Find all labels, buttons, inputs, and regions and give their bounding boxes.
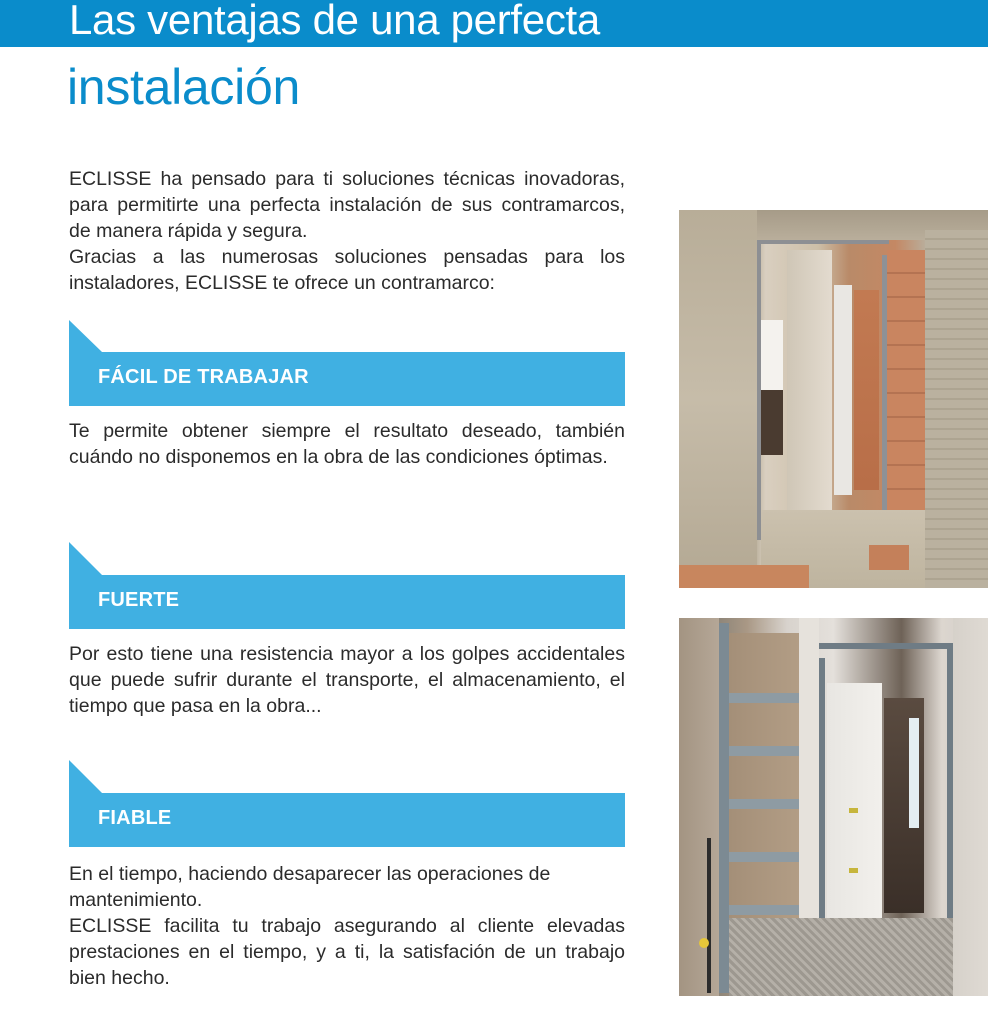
section-text-fiable: [69, 861, 625, 991]
section-text-facil: [69, 418, 625, 470]
banner-shape: [69, 542, 625, 629]
section-paragraph: Te permite obtener siempre el resultato deseado, también cuándo no disponemos en la obra de las condiciones óptimas.: [69, 420, 625, 468]
banner-shape: [69, 320, 625, 406]
section-paragraph: Por esto tiene una resistencia mayor a los golpes accidentales que puede sufrir durante el transporte, el almacenamiento, el tiempo que pasa en la obra...: [69, 643, 625, 717]
intro-text: [69, 166, 625, 296]
section-heading: FÁCIL DE TRABAJAR: [98, 366, 309, 388]
page-title-line1: Las ventajas de una perfecta: [69, 0, 600, 43]
section-heading: FUERTE: [98, 589, 180, 611]
banner-shape: [69, 760, 625, 847]
intro-paragraph-1: ECLISSE ha pensado para ti soluciones técnicas inovadoras, para permitirte una perfecta instalación de sus contramarcos, de manera rápida y segura.: [69, 168, 625, 242]
photo-construction-door-frame: [679, 210, 988, 588]
section-banner-fuerte: [69, 542, 625, 629]
page-title-line2: instalación: [67, 59, 300, 115]
section-banner-fiable: [69, 760, 625, 847]
intro-paragraph-2: Gracias a las numerosas soluciones pensadas para los instaladores, ECLISSE te ofrece un contramarco:: [69, 246, 625, 294]
section-paragraph: ECLISSE facilita tu trabajo asegurando al cliente elevadas prestaciones en el tiempo, y a ti, la satisfación de un trabajo bien hecho.: [69, 915, 625, 989]
section-banner-facil: [69, 320, 625, 406]
section-paragraph: En el tiempo, haciendo desaparecer las operaciones de mantenimiento.: [69, 863, 551, 911]
section-text-fuerte: [69, 641, 625, 719]
photo-pocket-door-frame: [679, 618, 988, 996]
section-heading: FIABLE: [98, 807, 172, 829]
